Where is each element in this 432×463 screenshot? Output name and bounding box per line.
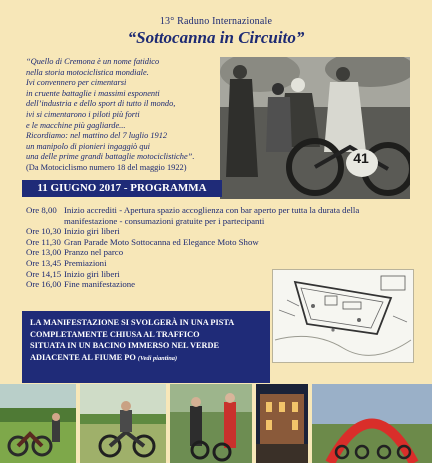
schedule-time: Ore 13,00 bbox=[26, 247, 62, 258]
quote-line: e le macchine più gagliarde... bbox=[26, 120, 126, 130]
schedule-text: Premiazioni bbox=[64, 257, 107, 268]
history-quote bbox=[26, 57, 226, 174]
map-reference: (Vedi piantina) bbox=[137, 354, 178, 362]
schedule-item bbox=[26, 226, 371, 237]
circuit-map bbox=[272, 269, 414, 363]
gallery-photo-2 bbox=[80, 384, 166, 463]
schedule-time: Ore 16,00 bbox=[26, 279, 62, 290]
quote-line: un manipolo di pionieri ingaggiò qui bbox=[26, 141, 150, 151]
quote-line: nella storia motociclistica mondiale. bbox=[26, 67, 149, 77]
race-number-plate: 41 bbox=[353, 150, 369, 166]
gallery-photo-5 bbox=[312, 384, 432, 463]
quote-line: Ivi convennero per cimentarsi bbox=[26, 78, 127, 88]
riders-in-costume-image bbox=[170, 384, 252, 463]
gallery-photo-3 bbox=[170, 384, 252, 463]
notice-line: LA MANIFESTAZIONE SI SVOLGERÀ IN UNA PISTA bbox=[30, 318, 235, 327]
quote-line: una delle prime grandi battaglie motociclistiche”. bbox=[26, 152, 195, 162]
event-subtitle: 13° Raduno Internazionale bbox=[159, 16, 273, 27]
venue-notice bbox=[22, 311, 270, 383]
schedule-item bbox=[26, 237, 371, 248]
schedule-time: Ore 8,00 bbox=[26, 205, 57, 215]
program-heading: 11 GIUGNO 2017 - PROGRAMMA bbox=[22, 180, 222, 197]
notice-line-text: ADIACENTE AL FIUME PO bbox=[30, 352, 136, 362]
notice-line: SITUATA IN UN BACINO IMMERSO NEL VERDE bbox=[30, 341, 220, 350]
night-town-square-image bbox=[256, 384, 308, 463]
quote-citation: (Da Motociclismo numero 18 del maggio 1922) bbox=[26, 162, 187, 172]
schedule-item bbox=[26, 258, 371, 269]
schedule-text: Gran Parade Moto Sottocanna ed Elegance Moto Show bbox=[64, 236, 259, 247]
schedule-text: Inizio giri liberi bbox=[64, 268, 120, 279]
gallery-photo-1 bbox=[0, 384, 76, 463]
schedule-text: Inizio giri liberi bbox=[64, 226, 120, 237]
gallery-photo-4 bbox=[256, 384, 308, 463]
event-title: “Sottocanna in Circuito” bbox=[127, 28, 305, 47]
finish-arch-image bbox=[312, 384, 432, 463]
schedule-time: Ore 14,15 bbox=[26, 268, 62, 279]
schedule-text: Fine manifestazione bbox=[64, 279, 136, 290]
schedule-text: Inizio accrediti - Apertura spazio accoglienza con bar aperto per tutta la durata della manifestazione - consumazioni gratuite per i partecipanti bbox=[64, 205, 360, 226]
circuit-map-drawing bbox=[273, 270, 413, 362]
notice-line: COMPLETAMENTE CHIUSA AL TRAFFICO bbox=[30, 329, 200, 339]
quote-line: in cruente battaglie i massimi esponenti bbox=[26, 88, 160, 98]
quote-line: dell’industria e dello sport di tutto il mondo, bbox=[26, 99, 176, 109]
notice-line bbox=[30, 352, 262, 365]
schedule-item bbox=[26, 205, 371, 226]
historic-photo-illustration bbox=[220, 57, 410, 199]
schedule-text: Pranzo nel parco bbox=[64, 247, 124, 258]
schedule-time: Ore 11,30 bbox=[26, 236, 61, 247]
historic-racers-photo bbox=[220, 57, 410, 199]
vintage-motorcycles-lawn-image bbox=[0, 384, 76, 463]
schedule-item bbox=[26, 247, 371, 258]
rider-on-track-image bbox=[80, 384, 166, 463]
quote-line: Ricordiamo: nel mattino del 7 luglio 1912 bbox=[26, 131, 168, 141]
quote-line: ivi si cimentarono i piloti più forti bbox=[26, 109, 140, 119]
schedule-time: Ore 13,45 bbox=[26, 257, 62, 268]
quote-line: “Quello di Cremona è un nome fatidico bbox=[26, 57, 160, 66]
schedule-time: Ore 10,30 bbox=[26, 226, 62, 237]
